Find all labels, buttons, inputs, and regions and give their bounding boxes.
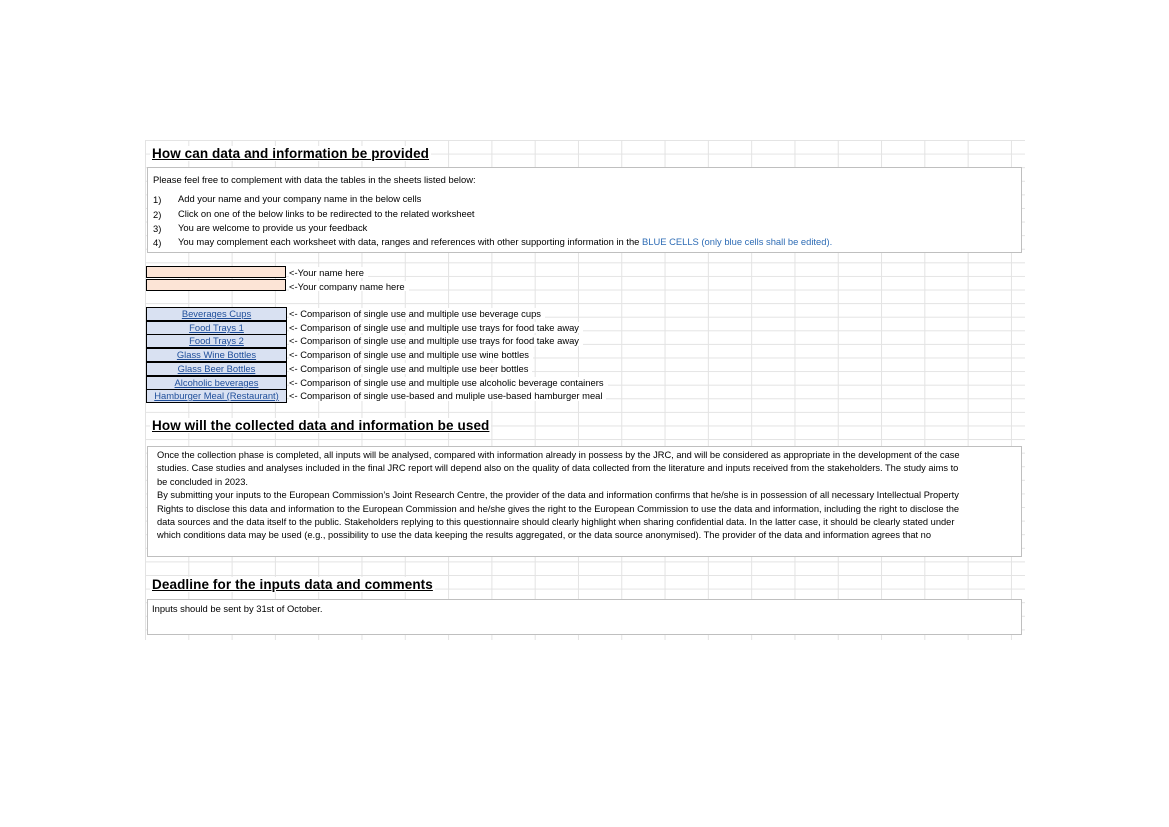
blue-cells-note: BLUE CELLS (only blue cells shall be edited).	[641, 236, 833, 247]
link-description: <- Comparison of single use-based and muliple use-based hamburger meal	[289, 390, 606, 401]
link-glass-beer-bottles[interactable]: Glass Beer Bottles	[146, 362, 287, 376]
step-text-main: You may complement each worksheet with data, ranges and references with other supporting information in the	[178, 236, 642, 247]
section-heading-deadline: Deadline for the inputs data and comments	[152, 577, 433, 592]
link-alcoholic-beverages[interactable]: Alcoholic beverages	[146, 376, 287, 390]
your-name-hint: <-Your name here	[289, 267, 368, 278]
link-food-trays-1[interactable]: Food Trays 1	[146, 321, 287, 335]
usage-line: Rights to disclose this data and information to the European Commission and he/she gives the right to the European Commission to use the data and information, including the right to disclose the	[157, 503, 960, 514]
step-text: You are welcome to provide us your feedback	[178, 222, 368, 233]
link-description: <- Comparison of single use and multiple use trays for food take away	[289, 322, 583, 333]
step-number: 3)	[153, 223, 162, 234]
link-food-trays-2[interactable]: Food Trays 2	[146, 334, 287, 348]
step-number: 2)	[153, 209, 162, 220]
usage-line: which conditions data may be used (e.g., possibility to use the data keeping the results aggregated, or the data source anonymised). The provider of the data and information agrees that no	[157, 530, 932, 541]
link-description: <- Comparison of single use and multiple use trays for food take away	[289, 335, 583, 346]
usage-line: data sources and the data itself to the public. Stakeholders replying to this questionnaire should clearly highlight when sharing confidential data. In the latter case, it should be clearly stated under	[157, 517, 955, 528]
section-heading-provide: How can data and information be provided	[152, 146, 430, 161]
section-heading-usage: How will the collected data and information be used	[152, 418, 490, 433]
usage-line: Once the collection phase is completed, all inputs will be analysed, compared with information already in possess by the JRC, and will be considered as appropriate in the development of the case	[157, 450, 960, 460]
your-name-input-cell[interactable]	[146, 266, 286, 278]
link-description: <- Comparison of single use and multiple use beer bottles	[289, 363, 532, 374]
usage-line: By submitting your inputs to the European Commission’s Joint Research Centre, the provider of the data and information confirms that he/she is in possession of all necessary Intellectual Property	[157, 490, 959, 501]
usage-paragraph	[157, 449, 1017, 543]
company-name-hint: <-Your company name here	[289, 281, 409, 291]
step-number: 4)	[153, 237, 162, 248]
link-description: <- Comparison of single use and multiple use wine bottles	[289, 349, 533, 360]
step-number: 1)	[153, 194, 162, 205]
deadline-text: Inputs should be sent by 31st of October.	[152, 603, 323, 614]
link-description: <- Comparison of single use and multiple use alcoholic beverage containers	[289, 377, 608, 388]
instructions-intro: Please feel free to complement with data the tables in the sheets listed below:	[153, 174, 476, 185]
step-text	[178, 236, 832, 248]
link-description: <- Comparison of single use and multiple use beverage cups	[289, 308, 545, 319]
usage-line: studies. Case studies and analyses included in the final JRC report will depend also on the quality of data collected from the literature and inputs received from the stakeholders. The study aims to	[157, 463, 959, 474]
step-text: Add your name and your company name in the below cells	[178, 193, 422, 204]
link-glass-wine-bottles[interactable]: Glass Wine Bottles	[146, 348, 287, 362]
company-name-input-cell[interactable]	[146, 279, 286, 291]
link-hamburger-meal[interactable]: Hamburger Meal (Restaurant)	[146, 389, 287, 403]
step-text: Click on one of the below links to be redirected to the related worksheet	[178, 208, 475, 219]
link-beverages-cups[interactable]: Beverages Cups	[146, 307, 287, 321]
usage-line: be concluded in 2023.	[157, 476, 248, 487]
